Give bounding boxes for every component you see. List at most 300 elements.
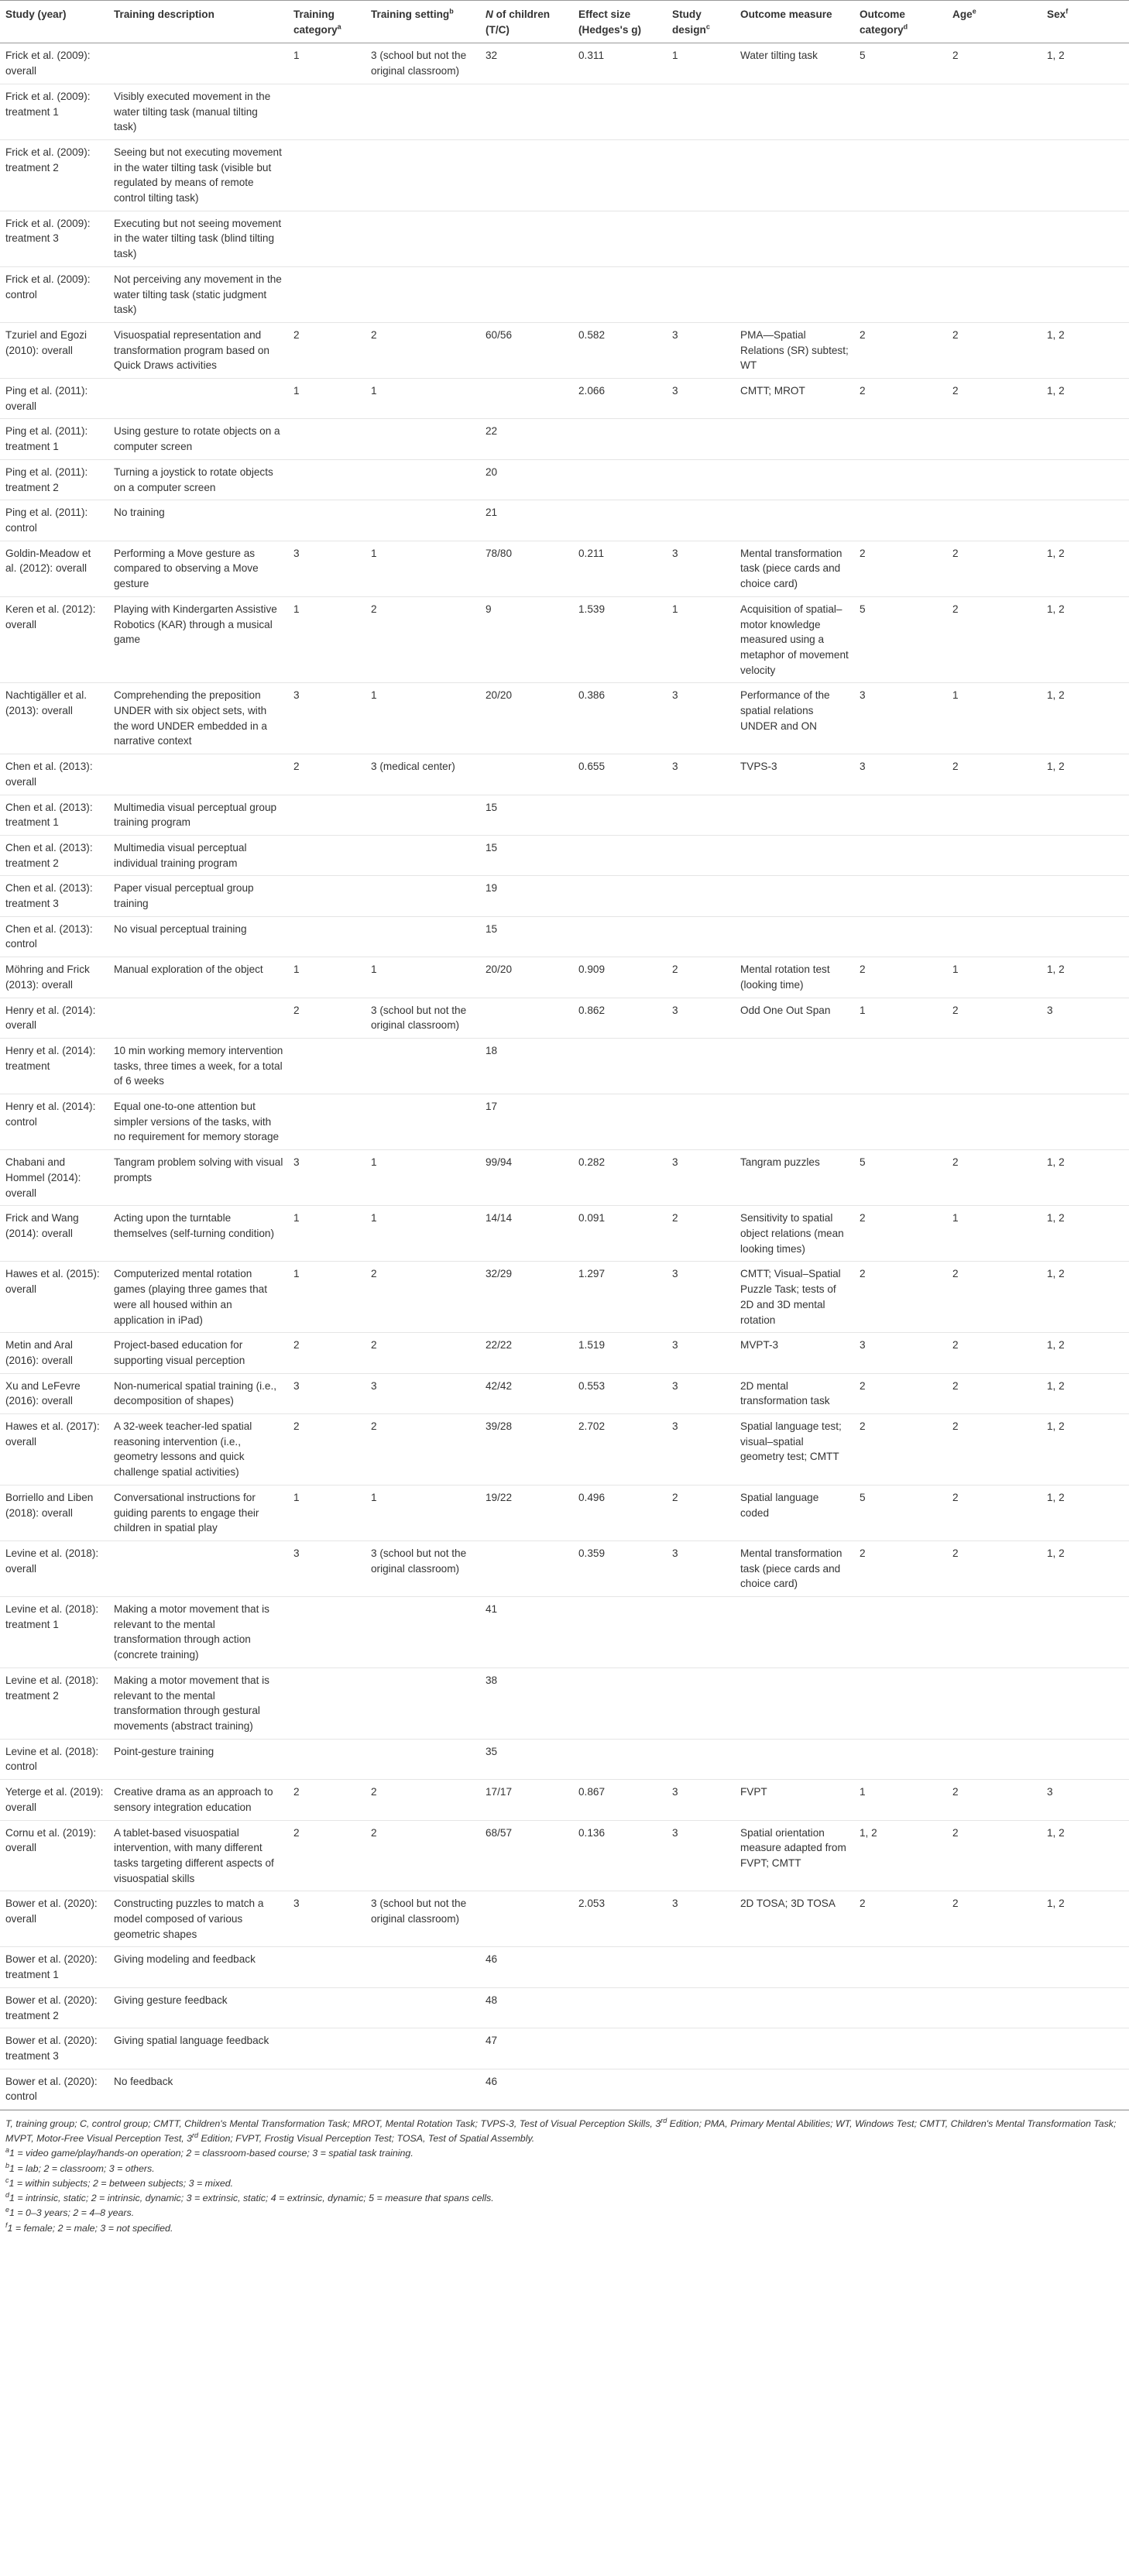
- cell-outcome-category: [854, 876, 947, 916]
- cell-training-setting: [365, 835, 480, 875]
- cell-effect-size: [573, 2028, 667, 2069]
- cell-study-design: 3: [667, 1891, 735, 1947]
- cell-effect-size: [573, 500, 667, 541]
- cell-study: Henry et al. (2014): treatment: [0, 1038, 108, 1094]
- table-row: [0, 795, 1129, 835]
- cell-study-design: 3: [667, 1414, 735, 1485]
- cell-study: Yeterge et al. (2019): overall: [0, 1780, 108, 1820]
- cell-age: [947, 916, 1041, 957]
- cell-outcome-category: [854, 795, 947, 835]
- cell-sex: [1041, 459, 1129, 500]
- cell-effect-size: [573, 1094, 667, 1150]
- cell-training-setting: 3 (school but not the original classroom): [365, 998, 480, 1038]
- header-outcome-measure: [735, 1, 854, 43]
- cell-training-description: Using gesture to rotate objects on a computer screen: [108, 419, 288, 459]
- cell-n-children: 9: [480, 596, 573, 683]
- cell-sex: [1041, 1038, 1129, 1094]
- cell-n-children: 78/80: [480, 541, 573, 596]
- cell-effect-size: [573, 139, 667, 211]
- cell-outcome-category: [854, 139, 947, 211]
- cell-outcome-category: 2: [854, 1206, 947, 1262]
- cell-n-children: 17/17: [480, 1780, 573, 1820]
- header-footnote-mark: e: [972, 7, 976, 15]
- cell-sex: [1041, 419, 1129, 459]
- cell-training-setting: 1: [365, 1206, 480, 1262]
- cell-training-description: Manual exploration of the object: [108, 957, 288, 998]
- cell-training-description: [108, 998, 288, 1038]
- cell-training-setting: 3 (medical center): [365, 754, 480, 795]
- cell-study: Keren et al. (2012): overall: [0, 596, 108, 683]
- cell-outcome-category: 1: [854, 998, 947, 1038]
- cell-effect-size: [573, 835, 667, 875]
- table-row: [0, 876, 1129, 916]
- cell-training-description: No visual perceptual training: [108, 916, 288, 957]
- abbrev-text: Edition; PMA, Primary Mental Abilities; WT, Windows Test; CMTT, Children's Mental Transformation Task; MVPT, Motor-Free Visual Perception Test, 3: [5, 2118, 1117, 2145]
- cell-training-category: 3: [288, 1540, 365, 1596]
- cell-age: [947, 795, 1041, 835]
- cell-n-children: 46: [480, 2069, 573, 2109]
- header-training-setting: [365, 1, 480, 43]
- cell-sex: [1041, 1739, 1129, 1779]
- cell-effect-size: 0.582: [573, 322, 667, 378]
- footnote: [5, 2221, 1124, 2236]
- cell-n-children: 46: [480, 1947, 573, 1987]
- cell-study-design: [667, 1597, 735, 1668]
- cell-effect-size: 0.553: [573, 1373, 667, 1413]
- cell-training-category: 2: [288, 754, 365, 795]
- cell-outcome-measure: Mental transformation task (piece cards and choice card): [735, 541, 854, 596]
- cell-n-children: 19/22: [480, 1485, 573, 1540]
- cell-age: 2: [947, 596, 1041, 683]
- cell-sex: [1041, 795, 1129, 835]
- header-label: Study design: [672, 9, 706, 36]
- cell-study: Ping et al. (2011): control: [0, 500, 108, 541]
- cell-study: Metin and Aral (2016): overall: [0, 1333, 108, 1373]
- header-age: [947, 1, 1041, 43]
- cell-training-category: 2: [288, 1414, 365, 1485]
- header-label: Age: [952, 9, 973, 20]
- table-row: [0, 998, 1129, 1038]
- cell-study: Hawes et al. (2015): overall: [0, 1262, 108, 1333]
- cell-n-children: [480, 998, 573, 1038]
- cell-age: [947, 1038, 1041, 1094]
- cell-sex: 3: [1041, 1780, 1129, 1820]
- cell-outcome-category: 2: [854, 1373, 947, 1413]
- cell-effect-size: [573, 2069, 667, 2109]
- cell-outcome-category: [854, 2028, 947, 2069]
- cell-training-description: Making a motor movement that is relevant to the mental transformation through action (concrete training): [108, 1597, 288, 1668]
- cell-study-design: [667, 1739, 735, 1779]
- cell-study-design: [667, 2028, 735, 2069]
- cell-training-setting: 3 (school but not the original classroom): [365, 1891, 480, 1947]
- cell-study: Hawes et al. (2017): overall: [0, 1414, 108, 1485]
- cell-n-children: 32: [480, 43, 573, 84]
- table-notes: [0, 2110, 1129, 2236]
- cell-outcome-measure: 2D mental transformation task: [735, 1373, 854, 1413]
- footnote-mark: a: [5, 2146, 10, 2155]
- cell-n-children: 47: [480, 2028, 573, 2069]
- cell-effect-size: 0.862: [573, 998, 667, 1038]
- cell-training-description: Paper visual perceptual group training: [108, 876, 288, 916]
- cell-training-description: No feedback: [108, 2069, 288, 2109]
- cell-age: 2: [947, 754, 1041, 795]
- cell-age: [947, 1094, 1041, 1150]
- table-row: [0, 139, 1129, 211]
- cell-n-children: 18: [480, 1038, 573, 1094]
- cell-outcome-measure: FVPT: [735, 1780, 854, 1820]
- table-row: [0, 957, 1129, 998]
- cell-outcome-category: [854, 500, 947, 541]
- cell-study-design: [667, 1094, 735, 1150]
- cell-training-setting: [365, 419, 480, 459]
- cell-outcome-measure: Spatial orientation measure adapted from FVPT; CMTT: [735, 1820, 854, 1891]
- header-label: Outcome measure: [740, 9, 832, 20]
- cell-outcome-measure: [735, 1987, 854, 2028]
- cell-training-category: 1: [288, 43, 365, 84]
- cell-training-category: [288, 795, 365, 835]
- cell-study-design: 3: [667, 1820, 735, 1891]
- cell-training-category: [288, 1739, 365, 1779]
- table-header: [0, 1, 1129, 43]
- cell-training-description: [108, 43, 288, 84]
- cell-training-description: Multimedia visual perceptual individual training program: [108, 835, 288, 875]
- cell-training-category: [288, 84, 365, 139]
- cell-outcome-category: 2: [854, 1262, 947, 1333]
- cell-effect-size: 0.136: [573, 1820, 667, 1891]
- cell-sex: [1041, 211, 1129, 266]
- cell-study-design: [667, 500, 735, 541]
- cell-outcome-measure: [735, 139, 854, 211]
- cell-training-category: [288, 1597, 365, 1668]
- cell-study: Levine et al. (2018): treatment 1: [0, 1597, 108, 1668]
- cell-sex: 1, 2: [1041, 1414, 1129, 1485]
- cell-outcome-measure: [735, 500, 854, 541]
- cell-study: Chen et al. (2013): treatment 1: [0, 795, 108, 835]
- footnote-text: 1 = 0–3 years; 2 = 4–8 years.: [9, 2207, 135, 2219]
- cell-n-children: 99/94: [480, 1150, 573, 1206]
- cell-sex: 1, 2: [1041, 379, 1129, 419]
- cell-age: 2: [947, 322, 1041, 378]
- cell-n-children: 22/22: [480, 1333, 573, 1373]
- footnote: [5, 2206, 1124, 2221]
- cell-outcome-category: 5: [854, 596, 947, 683]
- cell-outcome-measure: [735, 1597, 854, 1668]
- cell-study-design: [667, 459, 735, 500]
- cell-outcome-measure: Water tilting task: [735, 43, 854, 84]
- cell-outcome-category: [854, 1094, 947, 1150]
- cell-study-design: [667, 211, 735, 266]
- cell-training-description: Tangram problem solving with visual prompts: [108, 1150, 288, 1206]
- table-row: [0, 1414, 1129, 1485]
- cell-training-description: Giving gesture feedback: [108, 1987, 288, 2028]
- header-sex: [1041, 1, 1129, 43]
- cell-outcome-category: [854, 419, 947, 459]
- cell-sex: 1, 2: [1041, 1150, 1129, 1206]
- cell-study: Bower et al. (2020): treatment 3: [0, 2028, 108, 2069]
- cell-training-setting: 1: [365, 541, 480, 596]
- cell-outcome-measure: [735, 1947, 854, 1987]
- abbrev-superscript: rd: [192, 2131, 199, 2140]
- table-row: [0, 1262, 1129, 1333]
- cell-outcome-category: [854, 916, 947, 957]
- cell-sex: [1041, 1987, 1129, 2028]
- cell-training-description: No training: [108, 500, 288, 541]
- table-row: [0, 500, 1129, 541]
- cell-effect-size: 0.386: [573, 683, 667, 754]
- abbrev-text: Edition; FVPT, Frostig Visual Perception Test; TOSA, Test of Spatial Assembly.: [198, 2133, 535, 2145]
- cell-study: Goldin-Meadow et al. (2012): overall: [0, 541, 108, 596]
- table-row: [0, 1094, 1129, 1150]
- cell-training-setting: 2: [365, 1414, 480, 1485]
- header-footnote-mark: c: [705, 22, 710, 31]
- cell-study-design: [667, 139, 735, 211]
- cell-effect-size: [573, 459, 667, 500]
- cell-training-category: 2: [288, 998, 365, 1038]
- cell-effect-size: [573, 211, 667, 266]
- cell-effect-size: 2.702: [573, 1414, 667, 1485]
- table-row: [0, 1947, 1129, 1987]
- cell-n-children: 32/29: [480, 1262, 573, 1333]
- cell-study-design: 1: [667, 596, 735, 683]
- cell-study-design: [667, 84, 735, 139]
- cell-training-category: 3: [288, 1891, 365, 1947]
- cell-training-setting: [365, 211, 480, 266]
- cell-study: Chen et al. (2013): treatment 2: [0, 835, 108, 875]
- cell-outcome-category: [854, 266, 947, 322]
- footnote: [5, 2162, 1124, 2176]
- cell-outcome-measure: Spatial language coded: [735, 1485, 854, 1540]
- header-footnote-mark: a: [337, 22, 341, 31]
- cell-training-description: Giving spatial language feedback: [108, 2028, 288, 2069]
- cell-study: Borriello and Liben (2018): overall: [0, 1485, 108, 1540]
- cell-study: Tzuriel and Egozi (2010): overall: [0, 322, 108, 378]
- footnote-mark: f: [5, 2221, 8, 2229]
- cell-training-setting: 1: [365, 1150, 480, 1206]
- cell-age: [947, 1597, 1041, 1668]
- header-study: [0, 1, 108, 43]
- header-label: Training setting: [371, 9, 450, 20]
- cell-effect-size: 0.311: [573, 43, 667, 84]
- cell-n-children: 15: [480, 835, 573, 875]
- cell-study: Bower et al. (2020): overall: [0, 1891, 108, 1947]
- cell-training-setting: 1: [365, 683, 480, 754]
- cell-study: Ping et al. (2011): treatment 1: [0, 419, 108, 459]
- cell-outcome-category: 2: [854, 1540, 947, 1596]
- cell-age: 1: [947, 683, 1041, 754]
- cell-n-children: 68/57: [480, 1820, 573, 1891]
- cell-sex: [1041, 1947, 1129, 1987]
- cell-n-children: [480, 754, 573, 795]
- cell-study: Henry et al. (2014): overall: [0, 998, 108, 1038]
- cell-training-category: 3: [288, 1373, 365, 1413]
- cell-training-category: 1: [288, 596, 365, 683]
- cell-study-design: [667, 266, 735, 322]
- table-row: [0, 1820, 1129, 1891]
- cell-training-category: 3: [288, 541, 365, 596]
- cell-study: Cornu et al. (2019): overall: [0, 1820, 108, 1891]
- cell-outcome-category: 2: [854, 1891, 947, 1947]
- table-row: [0, 379, 1129, 419]
- cell-outcome-category: 3: [854, 683, 947, 754]
- table-row: [0, 1333, 1129, 1373]
- cell-outcome-category: 2: [854, 322, 947, 378]
- cell-study: Levine et al. (2018): overall: [0, 1540, 108, 1596]
- cell-age: 2: [947, 1333, 1041, 1373]
- abbrev-text: T, training group; C, control group; CMTT, Children's Mental Transformation Task; MROT, Mental Rotation Task; TVPS-3, Test of Visual Perception Skills, 3: [5, 2118, 661, 2130]
- cell-age: [947, 2069, 1041, 2109]
- table-row: [0, 1206, 1129, 1262]
- cell-study-design: [667, 1947, 735, 1987]
- cell-sex: 1, 2: [1041, 43, 1129, 84]
- cell-age: 2: [947, 1780, 1041, 1820]
- cell-age: 2: [947, 1485, 1041, 1540]
- cell-training-setting: [365, 1987, 480, 2028]
- cell-training-setting: [365, 1038, 480, 1094]
- cell-sex: [1041, 835, 1129, 875]
- cell-training-setting: [365, 1597, 480, 1668]
- cell-age: [947, 1987, 1041, 2028]
- cell-training-setting: [365, 266, 480, 322]
- cell-sex: 1, 2: [1041, 1206, 1129, 1262]
- cell-n-children: 39/28: [480, 1414, 573, 1485]
- header-footnote-mark: f: [1066, 7, 1069, 15]
- cell-outcome-category: 2: [854, 541, 947, 596]
- cell-effect-size: 0.867: [573, 1780, 667, 1820]
- table-row: [0, 1038, 1129, 1094]
- header-footnote-mark: d: [903, 22, 908, 31]
- cell-study: Frick and Wang (2014): overall: [0, 1206, 108, 1262]
- cell-sex: 1, 2: [1041, 322, 1129, 378]
- cell-n-children: 38: [480, 1668, 573, 1739]
- footnote: [5, 2191, 1124, 2206]
- cell-age: 2: [947, 1262, 1041, 1333]
- cell-training-setting: 2: [365, 596, 480, 683]
- cell-n-children: 35: [480, 1739, 573, 1779]
- cell-training-description: Project-based education for supporting visual perception: [108, 1333, 288, 1373]
- footnote: [5, 2146, 1124, 2161]
- cell-outcome-measure: 2D TOSA; 3D TOSA: [735, 1891, 854, 1947]
- table-row: [0, 1485, 1129, 1540]
- cell-n-children: 41: [480, 1597, 573, 1668]
- cell-sex: [1041, 84, 1129, 139]
- cell-training-setting: 3: [365, 1373, 480, 1413]
- cell-training-category: 2: [288, 1820, 365, 1891]
- cell-training-description: [108, 1540, 288, 1596]
- cell-training-category: [288, 459, 365, 500]
- cell-age: 2: [947, 541, 1041, 596]
- cell-age: [947, 139, 1041, 211]
- footnote-mark: c: [5, 2176, 9, 2184]
- cell-outcome-measure: [735, 795, 854, 835]
- cell-study: Frick et al. (2009): treatment 3: [0, 211, 108, 266]
- cell-study: Möhring and Frick (2013): overall: [0, 957, 108, 998]
- cell-study-design: 3: [667, 683, 735, 754]
- cell-training-category: 3: [288, 683, 365, 754]
- cell-outcome-measure: [735, 266, 854, 322]
- cell-training-category: 2: [288, 1333, 365, 1373]
- cell-outcome-category: [854, 835, 947, 875]
- header-label: Study (year): [5, 9, 67, 20]
- table-row: [0, 459, 1129, 500]
- abbreviations-note: [5, 2117, 1124, 2146]
- cell-n-children: 60/56: [480, 322, 573, 378]
- cell-outcome-category: [854, 1947, 947, 1987]
- table-row: [0, 1373, 1129, 1413]
- cell-n-children: 20/20: [480, 683, 573, 754]
- cell-age: [947, 84, 1041, 139]
- cell-study-design: 3: [667, 1333, 735, 1373]
- cell-study: Ping et al. (2011): treatment 2: [0, 459, 108, 500]
- cell-outcome-measure: [735, 84, 854, 139]
- cell-effect-size: 0.282: [573, 1150, 667, 1206]
- cell-training-setting: [365, 459, 480, 500]
- cell-outcome-measure: MVPT-3: [735, 1333, 854, 1373]
- cell-n-children: 21: [480, 500, 573, 541]
- cell-age: 2: [947, 379, 1041, 419]
- footnote-text: 1 = lab; 2 = classroom; 3 = others.: [9, 2162, 155, 2174]
- cell-training-description: Visibly executed movement in the water tilting task (manual tilting task): [108, 84, 288, 139]
- cell-training-category: [288, 139, 365, 211]
- cell-sex: 1, 2: [1041, 1891, 1129, 1947]
- cell-n-children: 22: [480, 419, 573, 459]
- table-row: [0, 835, 1129, 875]
- footnote-text: 1 = intrinsic, static; 2 = intrinsic, dynamic; 3 = extrinsic, static; 4 = extrinsic, dynamic; 5 = measure that spans cells.: [9, 2193, 494, 2204]
- cell-study-design: 2: [667, 1206, 735, 1262]
- cell-outcome-measure: [735, 1668, 854, 1739]
- cell-sex: 1, 2: [1041, 596, 1129, 683]
- cell-training-setting: [365, 1668, 480, 1739]
- cell-outcome-category: 5: [854, 1150, 947, 1206]
- cell-age: [947, 211, 1041, 266]
- cell-sex: [1041, 876, 1129, 916]
- cell-training-description: Point-gesture training: [108, 1739, 288, 1779]
- cell-effect-size: [573, 1597, 667, 1668]
- cell-training-description: Creative drama as an approach to sensory integration education: [108, 1780, 288, 1820]
- cell-outcome-measure: [735, 835, 854, 875]
- cell-training-setting: 3 (school but not the original classroom): [365, 43, 480, 84]
- cell-age: [947, 419, 1041, 459]
- cell-age: 2: [947, 1150, 1041, 1206]
- table-row: [0, 1150, 1129, 1206]
- cell-study: Frick et al. (2009): overall: [0, 43, 108, 84]
- cell-outcome-category: [854, 1038, 947, 1094]
- table-body: [0, 43, 1129, 2110]
- header-outcome-category: [854, 1, 947, 43]
- cell-age: [947, 500, 1041, 541]
- cell-sex: [1041, 916, 1129, 957]
- cell-age: [947, 876, 1041, 916]
- cell-training-description: Playing with Kindergarten Assistive Robotics (KAR) through a musical game: [108, 596, 288, 683]
- cell-study-design: [667, 1668, 735, 1739]
- table-row: [0, 419, 1129, 459]
- cell-age: 2: [947, 1373, 1041, 1413]
- cell-training-category: 1: [288, 1206, 365, 1262]
- cell-outcome-measure: [735, 1739, 854, 1779]
- cell-training-setting: 2: [365, 1780, 480, 1820]
- cell-n-children: 14/14: [480, 1206, 573, 1262]
- table-row: [0, 1668, 1129, 1739]
- cell-training-setting: [365, 1094, 480, 1150]
- cell-outcome-category: 1, 2: [854, 1820, 947, 1891]
- cell-training-category: [288, 835, 365, 875]
- table-row: [0, 2028, 1129, 2069]
- cell-training-description: [108, 754, 288, 795]
- cell-training-description: Constructing puzzles to match a model composed of various geometric shapes: [108, 1891, 288, 1947]
- cell-n-children: [480, 1540, 573, 1596]
- cell-outcome-measure: Acquisition of spatial–motor knowledge measured using a metaphor of movement velocity: [735, 596, 854, 683]
- header-label: Sex: [1047, 9, 1066, 20]
- cell-training-setting: 1: [365, 379, 480, 419]
